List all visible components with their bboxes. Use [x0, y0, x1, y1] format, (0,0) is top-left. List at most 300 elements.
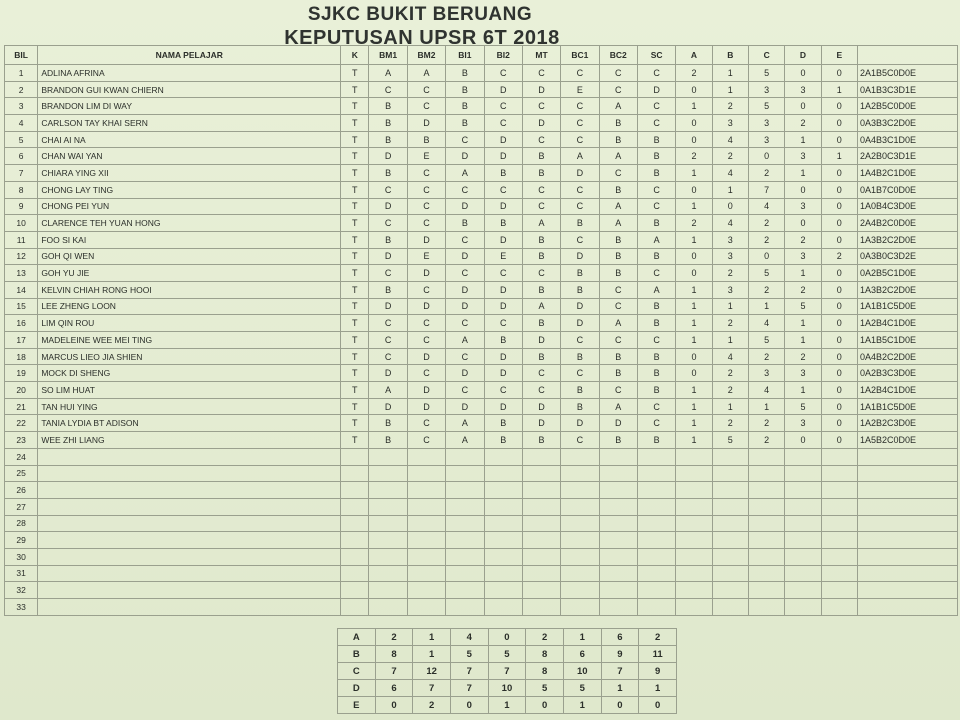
- empty-cell: [748, 465, 784, 482]
- count-cell: 0: [821, 265, 857, 282]
- summary-grade: C: [338, 663, 376, 680]
- row-number: 29: [5, 532, 38, 549]
- student-name: GOH QI WEN: [38, 248, 341, 265]
- empty-cell: [785, 532, 821, 549]
- empty-cell: [522, 465, 560, 482]
- grade-cell: D: [561, 315, 599, 332]
- column-header: K: [341, 46, 369, 65]
- empty-cell: [748, 599, 784, 616]
- count-cell: 1: [785, 131, 821, 148]
- grade-cell: A: [446, 415, 484, 432]
- student-name: TANIA LYDIA BT ADISON: [38, 415, 341, 432]
- summary-count: 10: [488, 680, 526, 697]
- summary-count: 1: [488, 697, 526, 714]
- count-cell: 0: [748, 148, 784, 165]
- k-cell: T: [341, 81, 369, 98]
- empty-row: [5, 465, 958, 482]
- empty-cell: [599, 532, 637, 549]
- table-row: [5, 382, 958, 399]
- grade-cell: C: [369, 81, 407, 98]
- student-name: SO LIM HUAT: [38, 382, 341, 399]
- count-cell: 0: [821, 115, 857, 132]
- result-code: 2A1B5C0D0E: [857, 65, 957, 82]
- grade-cell: C: [484, 315, 522, 332]
- empty-cell: [407, 548, 445, 565]
- summary-count: 5: [450, 646, 488, 663]
- empty-cell: [446, 498, 484, 515]
- k-cell: T: [341, 415, 369, 432]
- grade-cell: C: [407, 98, 445, 115]
- row-number: 19: [5, 365, 38, 382]
- grade-cell: D: [484, 81, 522, 98]
- empty-cell: [484, 565, 522, 582]
- grade-cell: D: [369, 248, 407, 265]
- row-number: 20: [5, 382, 38, 399]
- grade-cell: B: [637, 348, 675, 365]
- grade-cell: A: [369, 65, 407, 82]
- summary-grade: D: [338, 680, 376, 697]
- column-header: MT: [522, 46, 560, 65]
- empty-cell: [637, 565, 675, 582]
- grade-cell: C: [637, 98, 675, 115]
- grade-cell: B: [522, 315, 560, 332]
- summary-count: 1: [563, 697, 601, 714]
- grade-cell: D: [561, 248, 599, 265]
- empty-cell: [484, 448, 522, 465]
- table-row: [5, 415, 958, 432]
- row-number: 8: [5, 181, 38, 198]
- empty-cell: [748, 448, 784, 465]
- count-cell: 2: [712, 382, 748, 399]
- grade-cell: D: [407, 265, 445, 282]
- count-cell: 1: [676, 198, 712, 215]
- student-name: MADELEINE WEE MEI TING: [38, 332, 341, 349]
- student-name: GOH YU JIE: [38, 265, 341, 282]
- count-cell: 0: [821, 98, 857, 115]
- k-cell: T: [341, 298, 369, 315]
- empty-cell: [407, 448, 445, 465]
- grade-cell: C: [599, 281, 637, 298]
- summary-count: 0: [601, 697, 639, 714]
- grade-cell: D: [522, 415, 560, 432]
- grade-cell: B: [446, 98, 484, 115]
- summary-count: 1: [601, 680, 639, 697]
- empty-cell: [38, 565, 341, 582]
- empty-cell: [712, 482, 748, 499]
- empty-cell: [561, 599, 599, 616]
- empty-cell: [407, 565, 445, 582]
- empty-cell: [522, 565, 560, 582]
- empty-cell: [599, 548, 637, 565]
- row-number: 26: [5, 482, 38, 499]
- k-cell: T: [341, 382, 369, 399]
- k-cell: T: [341, 398, 369, 415]
- grade-cell: D: [561, 165, 599, 182]
- summary-count: 9: [639, 663, 677, 680]
- count-cell: 2: [712, 265, 748, 282]
- result-code: 0A4B2C2D0E: [857, 348, 957, 365]
- report-title: KEPUTUSAN UPSR 6T 2018: [284, 27, 560, 49]
- count-cell: 3: [712, 248, 748, 265]
- empty-cell: [821, 482, 857, 499]
- grade-cell: B: [599, 131, 637, 148]
- count-cell: 3: [712, 115, 748, 132]
- grade-cell: A: [522, 215, 560, 232]
- result-code: 0A4B3C1D0E: [857, 131, 957, 148]
- grade-cell: B: [522, 248, 560, 265]
- empty-row: [5, 515, 958, 532]
- count-cell: 4: [712, 131, 748, 148]
- column-header: [857, 46, 957, 65]
- summary-count: 6: [601, 629, 639, 646]
- count-cell: 1: [676, 398, 712, 415]
- result-code: 0A1B3C3D1E: [857, 81, 957, 98]
- summary-row: [338, 646, 677, 663]
- grade-cell: D: [446, 281, 484, 298]
- grade-cell: C: [407, 315, 445, 332]
- count-cell: 2: [712, 365, 748, 382]
- empty-row: [5, 582, 958, 599]
- summary-count: 10: [563, 663, 601, 680]
- count-cell: 0: [821, 398, 857, 415]
- grade-cell: C: [561, 181, 599, 198]
- grade-cell: C: [407, 281, 445, 298]
- row-number: 33: [5, 599, 38, 616]
- grade-cell: E: [407, 148, 445, 165]
- table-row: [5, 81, 958, 98]
- column-header: BI2: [484, 46, 522, 65]
- empty-cell: [676, 599, 712, 616]
- count-cell: 0: [676, 181, 712, 198]
- student-name: KELVIN CHIAH RONG HOOI: [38, 281, 341, 298]
- result-code: 1A2B4C1D0E: [857, 382, 957, 399]
- row-number: 6: [5, 148, 38, 165]
- empty-cell: [637, 582, 675, 599]
- k-cell: T: [341, 148, 369, 165]
- empty-cell: [785, 582, 821, 599]
- count-cell: 2: [712, 415, 748, 432]
- result-code: 0A2B5C1D0E: [857, 265, 957, 282]
- grade-cell: D: [369, 365, 407, 382]
- count-cell: 3: [785, 148, 821, 165]
- empty-row: [5, 548, 958, 565]
- column-header: NAMA PELAJAR: [38, 46, 341, 65]
- summary-count: 8: [526, 646, 564, 663]
- count-cell: 0: [821, 281, 857, 298]
- empty-cell: [561, 515, 599, 532]
- grade-cell: D: [369, 398, 407, 415]
- empty-cell: [712, 515, 748, 532]
- grade-cell: A: [446, 432, 484, 449]
- empty-cell: [748, 498, 784, 515]
- result-code: 1A0B4C3D0E: [857, 198, 957, 215]
- summary-count: 6: [563, 646, 601, 663]
- empty-cell: [561, 482, 599, 499]
- grade-cell: C: [599, 165, 637, 182]
- summary-count: 1: [413, 629, 451, 646]
- table-row: [5, 432, 958, 449]
- results-table: [4, 45, 958, 616]
- summary-count: 0: [639, 697, 677, 714]
- empty-cell: [38, 482, 341, 499]
- count-cell: 0: [821, 382, 857, 399]
- count-cell: 2: [748, 281, 784, 298]
- grade-cell: B: [599, 265, 637, 282]
- result-code: 1A3B2C2D0E: [857, 231, 957, 248]
- count-cell: 1: [676, 165, 712, 182]
- empty-cell: [637, 498, 675, 515]
- empty-cell: [857, 448, 957, 465]
- summary-count: 2: [526, 629, 564, 646]
- k-cell: T: [341, 131, 369, 148]
- row-number: 21: [5, 398, 38, 415]
- grade-cell: C: [561, 231, 599, 248]
- grade-cell: B: [637, 382, 675, 399]
- empty-cell: [637, 599, 675, 616]
- row-number: 5: [5, 131, 38, 148]
- column-header: E: [821, 46, 857, 65]
- empty-cell: [599, 498, 637, 515]
- count-cell: 0: [676, 81, 712, 98]
- grade-cell: A: [599, 215, 637, 232]
- empty-cell: [446, 482, 484, 499]
- empty-cell: [561, 448, 599, 465]
- empty-cell: [407, 515, 445, 532]
- grade-cell: B: [522, 281, 560, 298]
- grade-cell: C: [407, 415, 445, 432]
- count-cell: 2: [748, 165, 784, 182]
- count-cell: 2: [676, 148, 712, 165]
- grade-cell: A: [446, 165, 484, 182]
- empty-cell: [599, 448, 637, 465]
- grade-cell: D: [484, 231, 522, 248]
- column-header: C: [748, 46, 784, 65]
- grade-cell: C: [484, 115, 522, 132]
- column-header: BIL: [5, 46, 38, 65]
- grade-cell: B: [369, 165, 407, 182]
- count-cell: 1: [785, 332, 821, 349]
- grade-cell: B: [637, 432, 675, 449]
- empty-cell: [676, 498, 712, 515]
- grade-summary-table: [337, 628, 677, 714]
- student-name: LIM QIN ROU: [38, 315, 341, 332]
- grade-cell: A: [599, 148, 637, 165]
- empty-cell: [561, 532, 599, 549]
- grade-cell: B: [369, 415, 407, 432]
- empty-cell: [369, 582, 407, 599]
- grade-cell: C: [407, 81, 445, 98]
- k-cell: T: [341, 65, 369, 82]
- grade-cell: C: [561, 98, 599, 115]
- grade-cell: C: [369, 215, 407, 232]
- grade-cell: B: [637, 131, 675, 148]
- empty-cell: [821, 548, 857, 565]
- summary-count: 7: [450, 680, 488, 697]
- header-row: [5, 46, 958, 65]
- count-cell: 1: [676, 382, 712, 399]
- result-code: 1A1B1C5D0E: [857, 298, 957, 315]
- empty-cell: [369, 532, 407, 549]
- summary-row: [338, 697, 677, 714]
- table-row: [5, 348, 958, 365]
- result-code: 1A5B2C0D0E: [857, 432, 957, 449]
- empty-cell: [712, 498, 748, 515]
- k-cell: T: [341, 281, 369, 298]
- summary-row: [338, 629, 677, 646]
- empty-cell: [522, 482, 560, 499]
- column-header: BM1: [369, 46, 407, 65]
- count-cell: 2: [785, 115, 821, 132]
- empty-cell: [369, 515, 407, 532]
- empty-cell: [484, 465, 522, 482]
- grade-cell: E: [561, 81, 599, 98]
- empty-cell: [522, 548, 560, 565]
- empty-cell: [38, 498, 341, 515]
- table-row: [5, 265, 958, 282]
- count-cell: 1: [785, 382, 821, 399]
- grade-cell: B: [446, 65, 484, 82]
- table-row: [5, 65, 958, 82]
- empty-cell: [446, 448, 484, 465]
- student-name: TAN HUI YING: [38, 398, 341, 415]
- empty-cell: [857, 582, 957, 599]
- grade-cell: C: [484, 265, 522, 282]
- grade-cell: D: [446, 198, 484, 215]
- grade-cell: C: [446, 131, 484, 148]
- count-cell: 1: [748, 398, 784, 415]
- grade-cell: B: [599, 432, 637, 449]
- column-header: BC1: [561, 46, 599, 65]
- count-cell: 5: [785, 398, 821, 415]
- row-number: 25: [5, 465, 38, 482]
- empty-cell: [446, 599, 484, 616]
- empty-cell: [369, 548, 407, 565]
- result-code: 1A2B5C0D0E: [857, 98, 957, 115]
- summary-count: 7: [488, 663, 526, 680]
- column-header: B: [712, 46, 748, 65]
- empty-cell: [341, 548, 369, 565]
- summary-count: 5: [488, 646, 526, 663]
- summary-count: 9: [601, 646, 639, 663]
- empty-cell: [522, 599, 560, 616]
- grade-cell: C: [407, 215, 445, 232]
- grade-cell: C: [637, 265, 675, 282]
- count-cell: 1: [712, 398, 748, 415]
- k-cell: T: [341, 248, 369, 265]
- row-number: 30: [5, 548, 38, 565]
- count-cell: 1: [676, 415, 712, 432]
- student-name: CHIARA YING XII: [38, 165, 341, 182]
- empty-cell: [599, 599, 637, 616]
- grade-cell: D: [484, 298, 522, 315]
- count-cell: 1: [748, 298, 784, 315]
- table-row: [5, 315, 958, 332]
- count-cell: 0: [785, 98, 821, 115]
- grade-cell: C: [522, 198, 560, 215]
- summary-count: 11: [639, 646, 677, 663]
- student-name: MOCK DI SHENG: [38, 365, 341, 382]
- k-cell: T: [341, 348, 369, 365]
- table-row: [5, 398, 958, 415]
- grade-cell: D: [446, 398, 484, 415]
- empty-cell: [785, 448, 821, 465]
- empty-cell: [484, 599, 522, 616]
- student-name: LEE ZHENG LOON: [38, 298, 341, 315]
- grade-cell: B: [446, 81, 484, 98]
- count-cell: 1: [712, 181, 748, 198]
- grade-cell: B: [561, 281, 599, 298]
- grade-cell: D: [484, 148, 522, 165]
- count-cell: 0: [821, 181, 857, 198]
- row-number: 14: [5, 281, 38, 298]
- empty-cell: [407, 482, 445, 499]
- k-cell: T: [341, 265, 369, 282]
- empty-cell: [637, 548, 675, 565]
- empty-cell: [446, 465, 484, 482]
- empty-cell: [522, 448, 560, 465]
- empty-cell: [676, 582, 712, 599]
- empty-cell: [821, 599, 857, 616]
- empty-cell: [369, 482, 407, 499]
- empty-cell: [712, 599, 748, 616]
- count-cell: 2: [676, 215, 712, 232]
- count-cell: 2: [748, 231, 784, 248]
- count-cell: 0: [785, 215, 821, 232]
- grade-cell: C: [599, 382, 637, 399]
- empty-cell: [522, 515, 560, 532]
- grade-cell: C: [637, 398, 675, 415]
- grade-cell: C: [561, 365, 599, 382]
- grade-cell: D: [407, 382, 445, 399]
- grade-cell: A: [522, 298, 560, 315]
- empty-cell: [407, 465, 445, 482]
- summary-count: 8: [375, 646, 413, 663]
- empty-cell: [821, 515, 857, 532]
- empty-cell: [407, 532, 445, 549]
- empty-cell: [857, 565, 957, 582]
- grade-cell: C: [637, 181, 675, 198]
- empty-cell: [446, 565, 484, 582]
- grade-cell: B: [522, 148, 560, 165]
- result-code: 1A2B4C1D0E: [857, 315, 957, 332]
- grade-cell: C: [484, 65, 522, 82]
- student-name: FOO SI KAI: [38, 231, 341, 248]
- count-cell: 0: [676, 248, 712, 265]
- grade-cell: B: [522, 348, 560, 365]
- summary-row: [338, 663, 677, 680]
- grade-cell: A: [599, 198, 637, 215]
- empty-cell: [857, 515, 957, 532]
- k-cell: T: [341, 198, 369, 215]
- grade-cell: A: [561, 148, 599, 165]
- row-number: 27: [5, 498, 38, 515]
- summary-count: 1: [639, 680, 677, 697]
- table-row: [5, 365, 958, 382]
- empty-cell: [369, 465, 407, 482]
- grade-cell: A: [599, 398, 637, 415]
- grade-cell: C: [522, 265, 560, 282]
- grade-cell: C: [407, 365, 445, 382]
- grade-cell: C: [637, 65, 675, 82]
- count-cell: 0: [676, 348, 712, 365]
- empty-cell: [484, 532, 522, 549]
- summary-count: 2: [375, 629, 413, 646]
- summary-count: 7: [601, 663, 639, 680]
- count-cell: 3: [785, 198, 821, 215]
- result-code: 1A2B2C3D0E: [857, 415, 957, 432]
- column-header: SC: [637, 46, 675, 65]
- grade-cell: C: [407, 165, 445, 182]
